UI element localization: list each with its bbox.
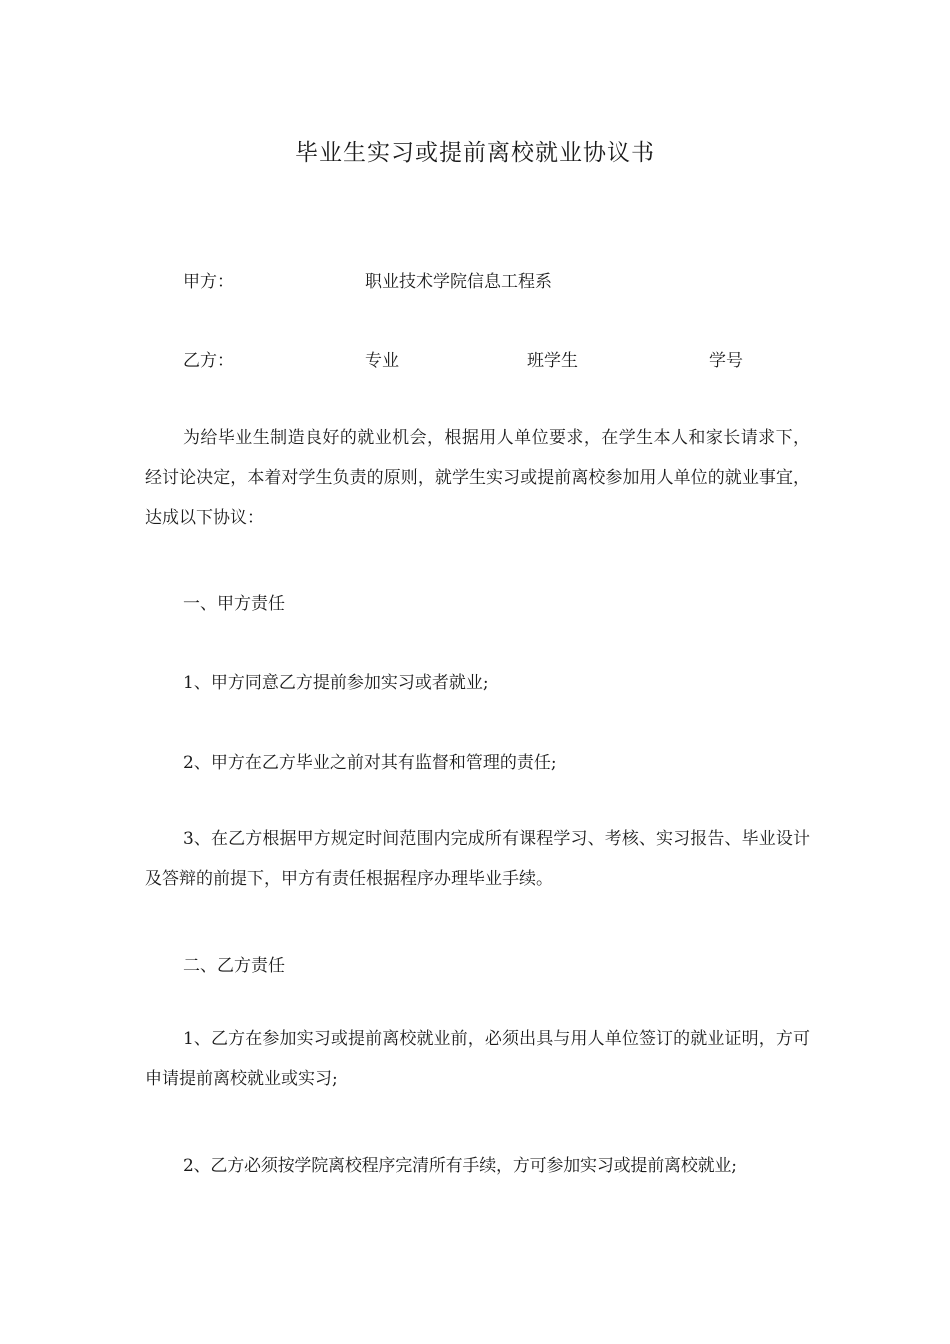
intro-paragraph: 为给毕业生制造良好的就业机会，根据用人单位要求，在学生本人和家长请求下，经讨论决定，本着对学生负责的原则，就学生实习或提前离校参加用人单位的就业事宜，达成以下协议： — [145, 428, 810, 528]
party-b-id-label: 学号 — [709, 351, 743, 371]
party-b-major-label: 专业 — [365, 351, 399, 371]
section-b-item-1: 1、乙方在参加实习或提前离校就业前，必须出具与用人单位签订的就业证明，方可申请提前离校就业或实习; — [145, 1029, 810, 1089]
document-title: 毕业生实习或提前离校就业协议书 — [295, 140, 655, 166]
party-a-label: 甲方： — [183, 272, 234, 292]
section-a-item-3: 3、在乙方根据甲方规定时间范围内完成所有课程学习、考核、实习报告、毕业设计及答辩的前提下，甲方有责任根据程序办理毕业手续。 — [145, 829, 810, 889]
section-b-heading: 二、乙方责任 — [183, 956, 285, 976]
section-a-item-2: 2、甲方在乙方毕业之前对其有监督和管理的责任; — [183, 753, 557, 773]
section-a-heading: 一、甲方责任 — [183, 594, 285, 614]
party-b-label: 乙方： — [183, 351, 234, 371]
party-a-value: 职业技术学院信息工程系 — [365, 272, 552, 292]
section-a-item-1: 1、甲方同意乙方提前参加实习或者就业; — [183, 673, 489, 693]
party-b-class-label: 班学生 — [527, 351, 578, 371]
section-b-item-2: 2、乙方必须按学院离校程序完清所有手续，方可参加实习或提前离校就业; — [183, 1156, 737, 1176]
